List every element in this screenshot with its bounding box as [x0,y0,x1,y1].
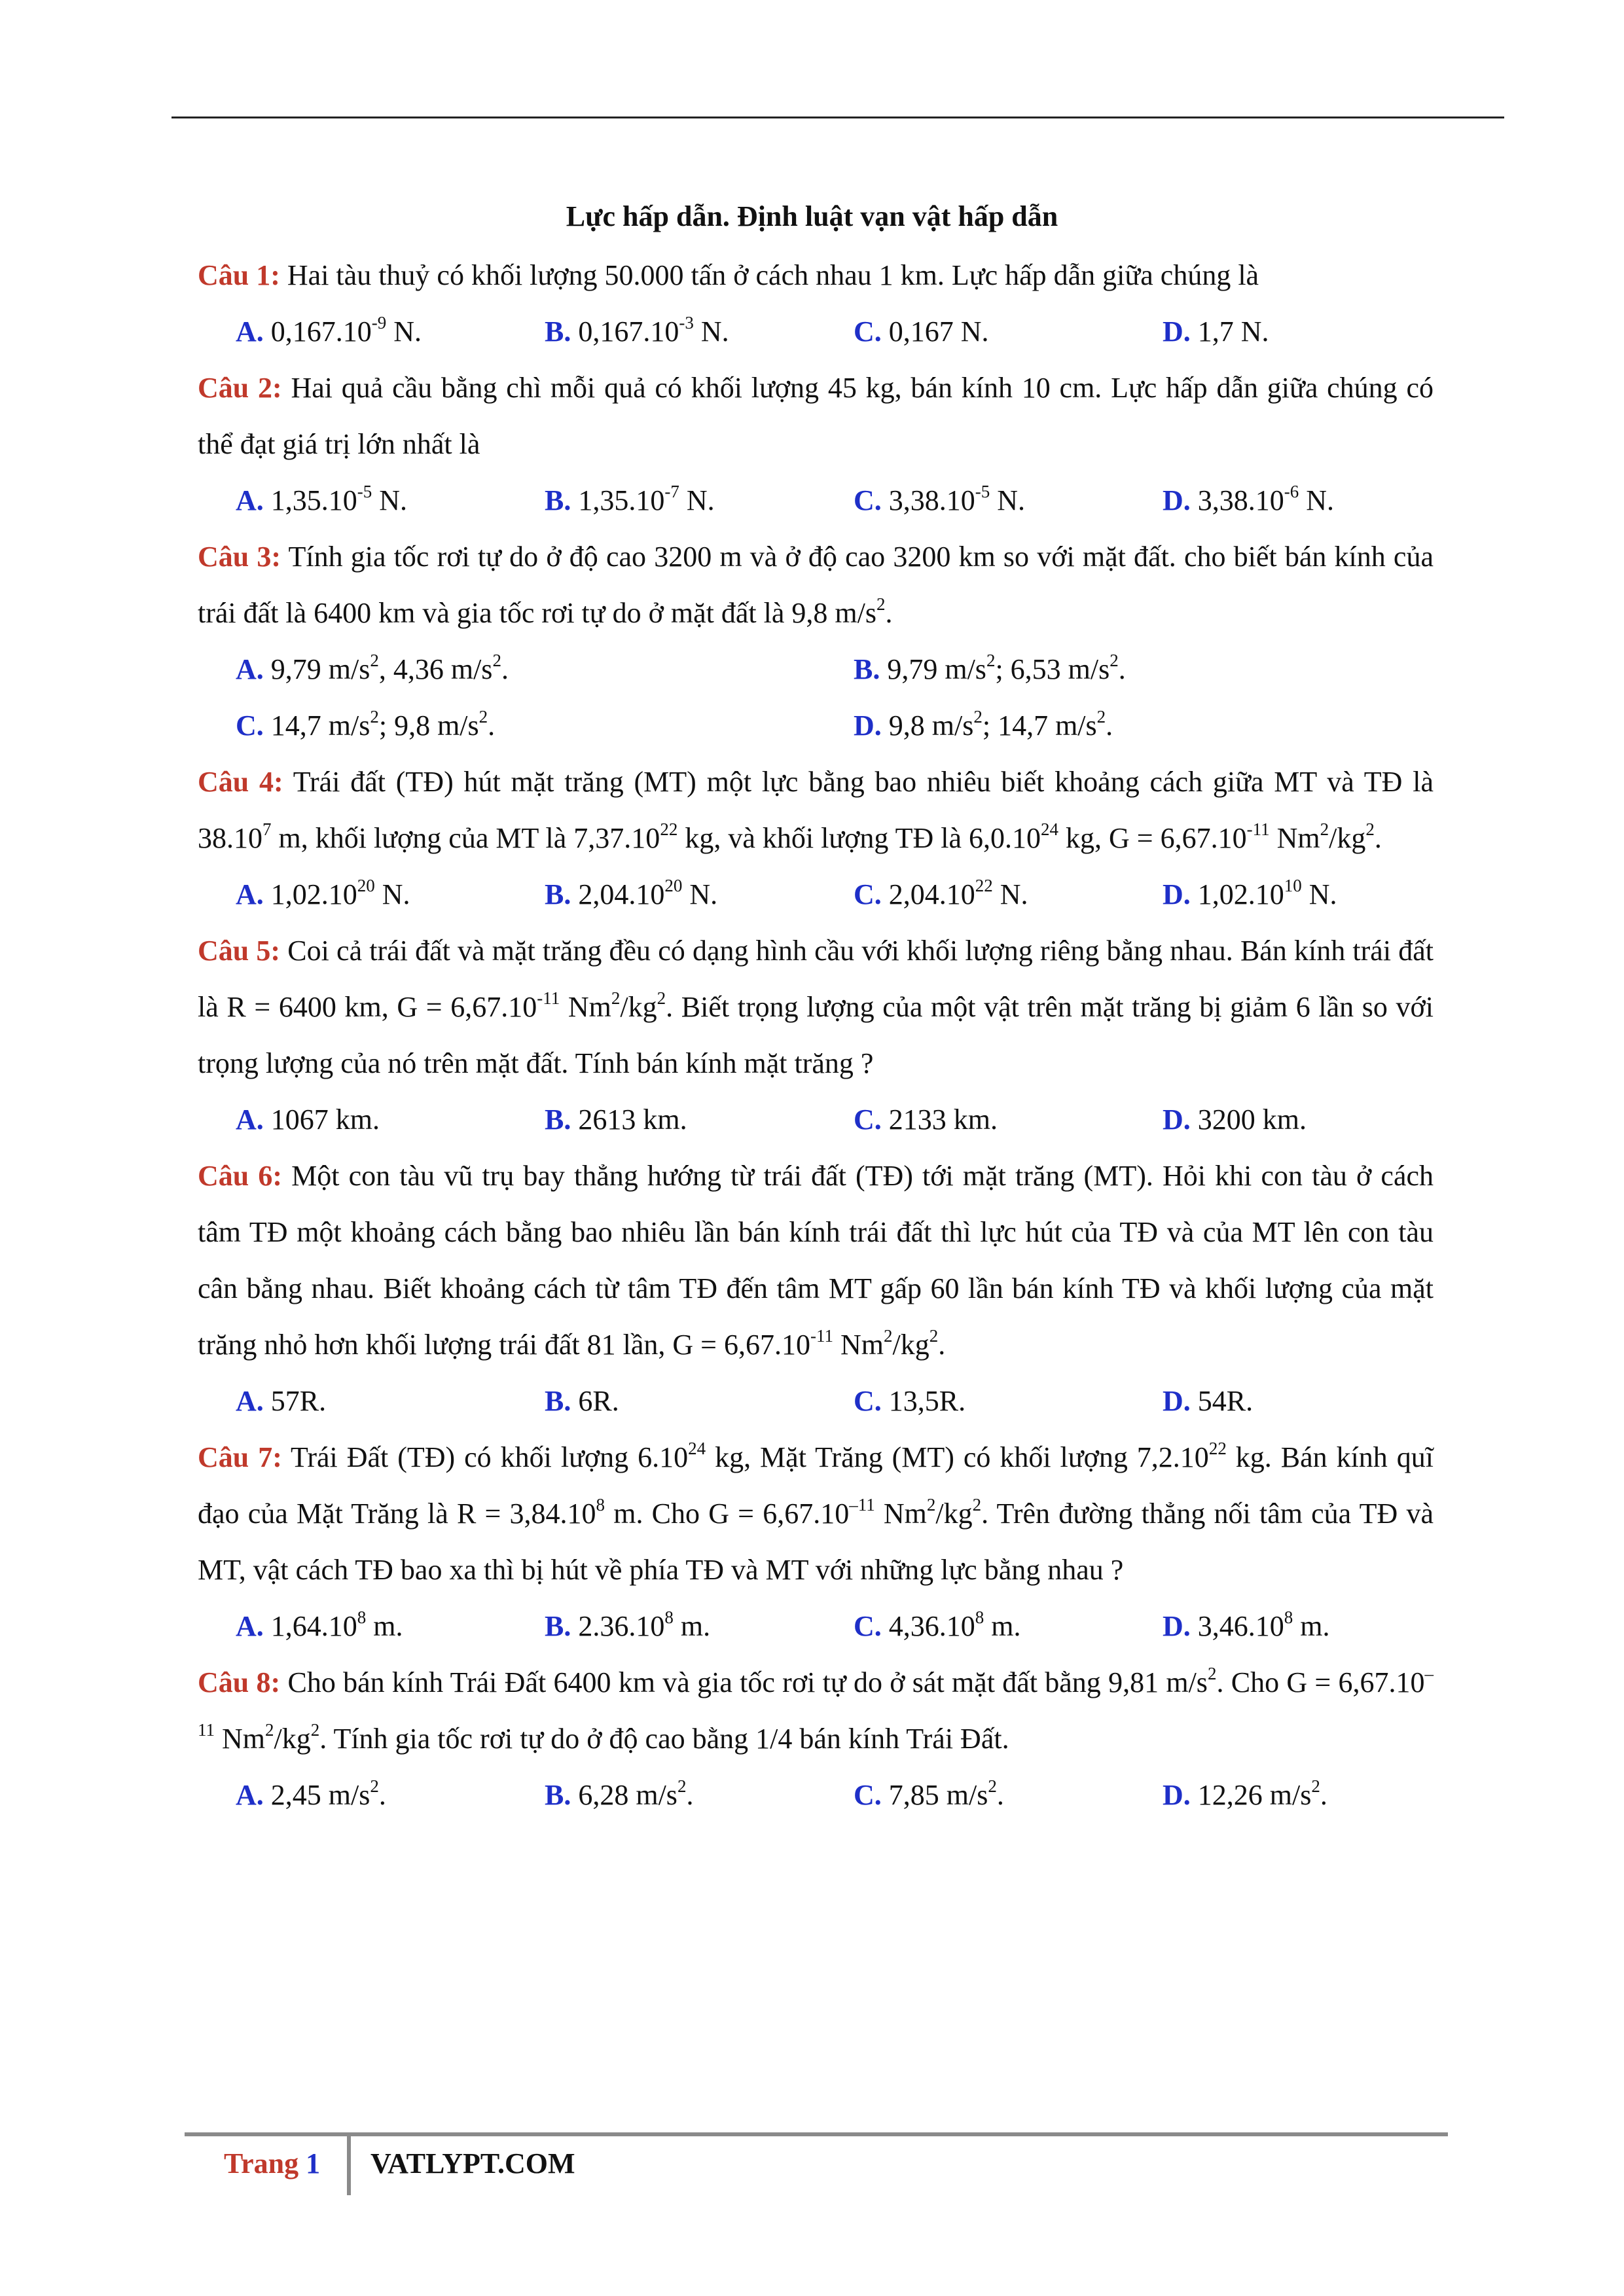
option: C. 13,5R. [854,1385,966,1417]
options-row [198,473,1434,529]
option: D. 9,8 $m/s^2$; 14,7 $m/s^2$. [854,707,1113,742]
options-row [198,867,1434,923]
question-label: Câu 2: [198,372,282,404]
option: C. 2,04.10$^{22}$ N. [854,876,1028,910]
option: B. $1,35.10^{-7}$ N. [545,482,715,516]
option: C. 7,85 $m/s^2$. [854,1776,1004,1811]
footer-rule [185,2132,1448,2136]
question-text: Hai tàu thuỷ có khối lượng 50.000 tấn ở cách nhau 1 km. Lực hấp dẫn giữa chúng là [287,259,1259,291]
option: D. $3,38.10^{-6}$ N. [1163,482,1335,516]
question-block [198,247,1434,360]
question-block [198,1655,1434,1823]
option: A. 1067 km. [236,1103,380,1136]
question-text: Coi cả trái đất và mặt trăng đều có dạng hình cầu với khối lượng riêng bằng nhau. Bán kính trái đất là R = 6400 km, $G = 6,67.10^{-11}$ $Nm^2/kg^2$. Biết trọng lượng của một vật trên mặt trăng bị giảm 6 lần so với trọng lượng của nó trên mặt đất. Tính bán kính mặt trăng ? [198,935,1434,1079]
question-block [198,754,1434,923]
option: A. 9,79 $m/s^2$, 4,36 $m/s^2$. [236,651,509,685]
site-name: VATLYPT.COM [370,2147,575,2179]
option: D. 54R. [1163,1385,1254,1417]
option: A. $1,35.10^{-5}$ N. [236,482,408,516]
option: B. 9,79 $m/s^2$; 6,53 $m/s^2$. [854,651,1126,685]
option: A. 1,64.10$^8$ m. [236,1607,403,1642]
question-block [198,923,1434,1148]
question-block [198,360,1434,529]
question-label: Câu 3: [198,541,281,573]
question-list [198,247,1434,1823]
options-row [198,698,1434,754]
option: B. $0,167.10^{-3}$ N. [545,313,729,348]
page-number: Trang 1 [224,2147,321,2179]
options-row [198,1767,1434,1823]
option: B. 6R. [545,1385,619,1417]
option: A. 57R. [236,1385,327,1417]
question-label: Câu 6: [198,1160,283,1192]
question-label: Câu 8: [198,1666,281,1698]
option: A. 2,45 $m/s^2$. [236,1776,386,1811]
option: A. 1,02.10$^{20}$ N. [236,876,410,910]
option: B. 2613 km. [545,1103,687,1136]
option: D. 3,46.10$^8$ m. [1163,1607,1330,1642]
option: B. 2.36.10$^8$ m. [545,1607,711,1642]
option: D. 1,02.10$^{10}$ N. [1163,876,1337,910]
option: D. 12,26 $m/s^2$. [1163,1776,1327,1811]
option: C. 0,167 N. [854,315,989,348]
option: B. 6,28 $m/s^2$. [545,1776,694,1811]
option: C. 2133 km. [854,1103,998,1136]
options-row [198,1373,1434,1429]
question-label: Câu 4: [198,766,283,798]
question-block [198,1429,1434,1655]
page-title: Lực hấp dẫn. Định luật vạn vật hấp dẫn [566,200,1058,232]
question-block [198,1148,1434,1429]
question-label: Câu 5: [198,935,281,967]
question-text: Một con tàu vũ trụ bay thẳng hướng từ trái đất (TĐ) tới mặt trăng (MT). Hỏi khi con tàu ở cách tâm TĐ một khoảng cách bằng bao nhiêu lần bán kính trái đất thì lực hút của TĐ và của MT lên con tàu cân bằng nhau. Biết khoảng cách từ tâm TĐ đến tâm MT gấp 60 lần bán kính TĐ và khối lượng của mặt trăng nhỏ hơn khối lượng trái đất 81 lần, $G = 6,67.10^{-11}$ $Nm^2/kg^2$. [198,1160,1434,1361]
question-text: Trái đất (TĐ) hút mặt trăng (MT) một lực bằng bao nhiêu biết khoảng cách giữa MT và TĐ là 38.10$^7$ m, khối lượng của MT là 7,37.10$^{22}$ kg, và khối lượng TĐ là 6,0.10$^{24}$ kg, $G = 6,67.10^{-11}$ $Nm^2/kg^2$. [198,766,1434,854]
options-row [198,304,1434,360]
question-text: Cho bán kính Trái Đất 6400 km và gia tốc rơi tự do ở sát mặt đất bằng 9,81 $m/s^2$. Cho $G = 6,67.10^{-11}$ $Nm^2/kg^2$. Tính gia tốc rơi tự do ở độ cao bằng 1/4 bán kính Trái Đất. [198,1664,1434,1755]
options-row [198,1598,1434,1655]
question-text: Tính gia tốc rơi tự do ở độ cao 3200 m và ở độ cao 3200 km so với mặt đất. cho biết bán kính của trái đất là 6400 km và gia tốc rơi tự do ở mặt đất là 9,8 $m/s^2$. [198,541,1434,629]
option: D. 1,7 N. [1163,315,1269,348]
question-text: Trái Đất (TĐ) có khối lượng 6.10$^{24}$ kg, Mặt Trăng (MT) có khối lượng 7,2.10$^{22}$ kg. Bán kính quĩ đạo của Mặt Trăng là $R = 3,84.10^8$ m. Cho $G = 6,67.10^{-11}$ $Nm^2/kg^2$. Trên đường thẳng nối tâm của TĐ và MT, vật cách TĐ bao xa thì bị hút về phía TĐ và MT với những lực bằng nhau ? [198,1439,1434,1586]
options-row [198,1092,1434,1148]
footer-separator [347,2136,351,2195]
option: C. $3,38.10^{-5}$ N. [854,482,1026,516]
options-row [198,641,1434,698]
option: B. 2,04.10$^{20}$ N. [545,876,718,910]
option: C. 4,36.10$^8$ m. [854,1607,1021,1642]
question-label: Câu 7: [198,1441,282,1473]
question-label: Câu 1: [198,259,280,291]
option: A. $0,167.10^{-9}$ N. [236,313,422,348]
option: C. 14,7 $m/s^2$; 9,8 $m/s^2$. [236,707,496,742]
question-block [198,529,1434,754]
header-rule [171,117,1504,118]
option: D. 3200 km. [1163,1103,1307,1136]
question-text: Hai quả cầu bằng chì mỗi quả có khối lượng 45 kg, bán kính 10 cm. Lực hấp dẫn giữa chúng có thể đạt giá trị lớn nhất là [198,372,1434,460]
